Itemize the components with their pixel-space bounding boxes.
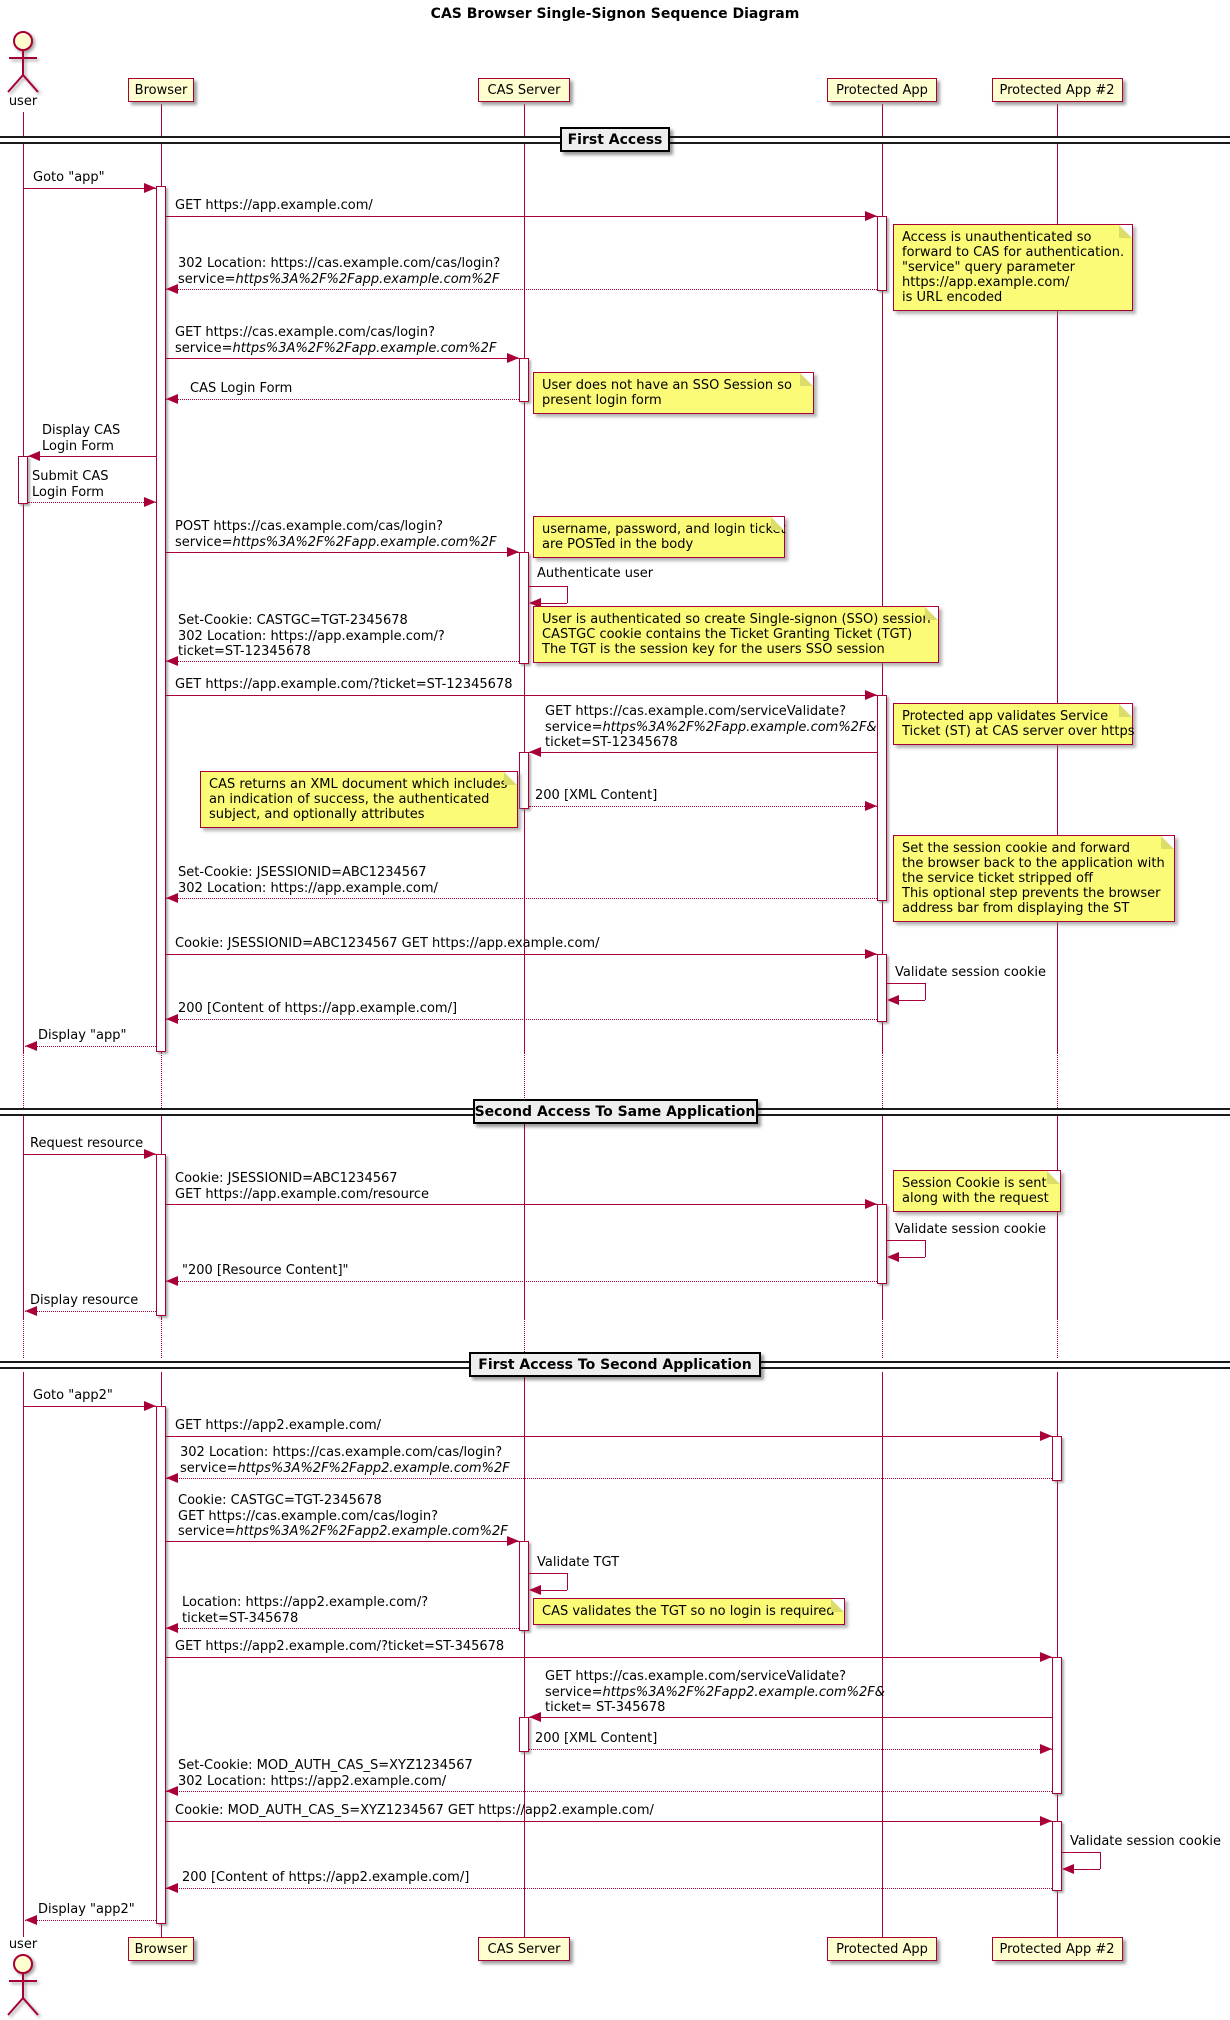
- validate-session-cookie-1-label: Validate session cookie: [895, 965, 1046, 980]
- authenticate-user-v: [567, 586, 568, 603]
- get-app-ticket: [166, 695, 877, 696]
- cookie-get-app2-label: Cookie: MOD_AUTH_CAS_S=XYZ1234567 GET https://app2.example.com/: [175, 1803, 654, 1818]
- note-fold-icon: [1119, 704, 1132, 717]
- note-fold-icon: [504, 772, 517, 785]
- authenticate-user: [529, 586, 567, 587]
- participant-cas-top: CAS Server: [478, 78, 570, 102]
- note-fold-icon: [771, 517, 784, 530]
- activation-pa2: [1052, 1436, 1062, 1481]
- display-resource: [25, 1311, 156, 1312]
- note-cookie-sent: Session Cookie is sent along with the request: [893, 1170, 1061, 1212]
- participant-browser-bottom: Browser: [128, 1937, 194, 1961]
- note-tgt-validated: CAS validates the TGT so no login is required: [533, 1598, 845, 1625]
- cookie-get-app2-arrowhead-icon: [1040, 1816, 1052, 1826]
- display-resource-label: Display resource: [30, 1293, 139, 1308]
- xml-content-label: 200 [XML Content]: [535, 788, 658, 803]
- cas-login-form: [166, 399, 519, 400]
- lifeline-pa: [882, 1052, 883, 1108]
- get-cas-login-arrowhead-icon: [507, 353, 519, 363]
- xml-content-arrowhead-icon: [865, 801, 877, 811]
- authenticate-user-label: Authenticate user: [537, 566, 654, 581]
- cookie-get-app-label: Cookie: JSESSIONID=ABC1234567 GET https://app.example.com/: [175, 936, 600, 951]
- get-cas-login-label: GET https://cas.example.com/cas/login? service=https%3A%2F%2Fapp.example.com%2F: [175, 325, 497, 356]
- activation-pa: [877, 216, 887, 291]
- display-app2-arrowhead-icon: [25, 1915, 37, 1925]
- lifeline-cas: [524, 1372, 525, 1937]
- submit-cas-login-form-label: Submit CAS Login Form: [32, 469, 109, 500]
- content-app2-arrowhead-icon: [166, 1883, 178, 1893]
- request-resource: [24, 1154, 156, 1155]
- cas-login-form-label: CAS Login Form: [190, 381, 293, 396]
- goto-app: [24, 188, 156, 189]
- participant-browser-top: Browser: [128, 78, 194, 102]
- resource-content-arrowhead-icon: [166, 1276, 178, 1286]
- get-app2-ticket-label: GET https://app2.example.com/?ticket=ST-345678: [175, 1639, 505, 1654]
- user-actor-icon-bottom: [1, 1951, 45, 2020]
- request-resource-label: Request resource: [30, 1136, 144, 1151]
- xml-content-2: [529, 1749, 1052, 1750]
- content-app-label: 200 [Content of https://app.example.com/]: [178, 1001, 458, 1016]
- lifeline-user: [23, 1372, 24, 1937]
- post-cas-login-arrowhead-icon: [507, 547, 519, 557]
- note-post-body: username, password, and login ticket are POSTed in the body: [533, 516, 785, 558]
- submit-cas-login-form-arrowhead-icon: [144, 497, 156, 507]
- display-app2-label: Display "app2": [38, 1902, 135, 1917]
- participant-pa2-bottom: Protected App #2: [992, 1937, 1123, 1961]
- lifeline-user: [23, 1116, 24, 1318]
- divider-second-access: Second Access To Same Application: [473, 1099, 758, 1124]
- get-service-validate-label: GET https://cas.example.com/serviceValidate? service=https%3A%2F%2Fapp.example.com%2F& ticket=ST-12345678: [545, 704, 877, 750]
- note-no-sso: User does not have an SSO Session so present login form: [533, 372, 814, 414]
- set-cookie-mod-auth-label: Set-Cookie: MOD_AUTH_CAS_S=XYZ1234567 302 Location: https://app2.example.com/: [178, 1758, 473, 1789]
- get-cas-login: [166, 358, 519, 359]
- display-cas-login-form-label: Display CAS Login Form: [42, 423, 121, 454]
- location-app2-ticket: [166, 1628, 519, 1629]
- goto-app2-label: Goto "app2": [33, 1388, 113, 1403]
- lifeline-browser: [161, 1318, 162, 1358]
- note-fold-icon: [1119, 225, 1132, 238]
- get-resource-arrowhead-icon: [865, 1199, 877, 1209]
- validate-tgt-b: [539, 1590, 567, 1591]
- cas-login-form-arrowhead-icon: [166, 394, 178, 404]
- location-app2-ticket-label: Location: https://app2.example.com/? ticket=ST-345678: [182, 1595, 429, 1626]
- redirect-cas-login-2-label: 302 Location: https://cas.example.com/cas/login? service=https%3A%2F%2Fapp2.example.com%2F: [180, 1445, 510, 1476]
- lifeline-pa2: [1057, 1052, 1058, 1108]
- get-resource: [166, 1204, 877, 1205]
- set-cookie-castgc: [166, 661, 519, 662]
- xml-content-2-label: 200 [XML Content]: [535, 1731, 658, 1746]
- content-app: [166, 1019, 877, 1020]
- goto-app-label: Goto "app": [33, 170, 105, 185]
- xml-content: [529, 806, 877, 807]
- get-app-arrowhead-icon: [865, 211, 877, 221]
- validate-session-cookie-2-label: Validate session cookie: [895, 1222, 1046, 1237]
- activation-user: [18, 456, 28, 504]
- submit-cas-login-form: [28, 502, 156, 503]
- cookie-get-app-arrowhead-icon: [865, 949, 877, 959]
- lifeline-pa: [882, 1372, 883, 1937]
- display-app2: [25, 1920, 156, 1921]
- set-cookie-jsessionid-arrowhead-icon: [166, 893, 178, 903]
- validate-session-cookie-3-v: [1100, 1852, 1101, 1869]
- get-cas-login-tgt: [166, 1541, 519, 1542]
- validate-session-cookie-2-b: [897, 1257, 925, 1258]
- note-xml-response: CAS returns an XML document which includes an indication of success, the authenticated subject, and optionally attributes: [200, 771, 518, 828]
- get-service-validate-2: [529, 1717, 1052, 1718]
- validate-session-cookie-1: [887, 983, 925, 984]
- get-app2: [166, 1436, 1052, 1437]
- get-app2-arrowhead-icon: [1040, 1431, 1052, 1441]
- activation-cas: [519, 358, 529, 402]
- activation-browser: [156, 186, 166, 1052]
- note-fold-icon: [1047, 1171, 1060, 1184]
- lifeline-user: [23, 112, 24, 1052]
- lifeline-user: [23, 1318, 24, 1358]
- display-app: [25, 1046, 156, 1047]
- validate-session-cookie-3-arrowhead-icon: [1062, 1864, 1074, 1874]
- activation-cas: [519, 752, 529, 809]
- validate-session-cookie-1-v: [925, 983, 926, 1000]
- get-app-ticket-label: GET https://app.example.com/?ticket=ST-12345678: [175, 677, 513, 692]
- user-actor-label-top: user: [8, 94, 38, 109]
- get-service-validate-arrowhead-icon: [529, 747, 541, 757]
- note-validate-st: Protected app validates Service Ticket (ST) at CAS server over https: [893, 703, 1133, 745]
- get-service-validate-2-label: GET https://cas.example.com/serviceValidate? service=https%3A%2F%2Fapp2.example.com%2F& ticket= ST-345678: [545, 1669, 885, 1715]
- activation-pa: [877, 695, 887, 901]
- participant-pa-bottom: Protected App: [827, 1937, 937, 1961]
- activation-pa: [877, 1204, 887, 1284]
- resource-content-label: "200 [Resource Content]": [182, 1263, 349, 1278]
- note-sso-created: User is authenticated so create Single-signon (SSO) session CASTGC cookie contains the Ticket Granting Ticket (TGT) The TGT is the session key for the users SSO session: [533, 606, 939, 663]
- validate-session-cookie-2: [887, 1240, 925, 1241]
- redirect-cas-login-arrowhead-icon: [166, 284, 178, 294]
- cookie-get-app2: [166, 1821, 1052, 1822]
- content-app2-label: 200 [Content of https://app2.example.com/]: [182, 1870, 470, 1885]
- activation-browser: [156, 1406, 166, 1924]
- activation-pa2: [1052, 1821, 1062, 1891]
- set-cookie-mod-auth-arrowhead-icon: [166, 1786, 178, 1796]
- post-cas-login: [166, 552, 519, 553]
- display-app-label: Display "app": [38, 1028, 127, 1043]
- validate-session-cookie-3-label: Validate session cookie: [1070, 1834, 1221, 1849]
- get-app2-ticket: [166, 1657, 1052, 1658]
- validate-tgt-arrowhead-icon: [529, 1585, 541, 1595]
- get-service-validate: [529, 752, 877, 753]
- validate-session-cookie-2-arrowhead-icon: [887, 1252, 899, 1262]
- note-fold-icon: [925, 607, 938, 620]
- divider-first-access-second-app: First Access To Second Application: [469, 1352, 761, 1377]
- activation-cas: [519, 1717, 529, 1752]
- activation-cas: [519, 1541, 529, 1631]
- user-actor-label-bottom: user: [8, 1937, 38, 1952]
- validate-session-cookie-3-b: [1072, 1869, 1100, 1870]
- validate-tgt-label: Validate TGT: [537, 1555, 620, 1570]
- get-cas-login-tgt-label: Cookie: CASTGC=TGT-2345678 GET https://cas.example.com/cas/login? service=https%3A%2F%2Fapp2.example.com%2F: [178, 1493, 508, 1539]
- get-app2-label: GET https://app2.example.com/: [175, 1418, 382, 1433]
- set-cookie-jsessionid: [166, 898, 877, 899]
- set-cookie-castgc-arrowhead-icon: [166, 656, 178, 666]
- participant-pa2-top: Protected App #2: [992, 78, 1123, 102]
- get-resource-label: Cookie: JSESSIONID=ABC1234567 GET https://app.example.com/resource: [175, 1171, 430, 1202]
- redirect-cas-login: [166, 289, 877, 290]
- validate-tgt: [529, 1573, 567, 1574]
- location-app2-ticket-arrowhead-icon: [166, 1623, 178, 1633]
- validate-session-cookie-2-v: [925, 1240, 926, 1257]
- diagram-title: CAS Browser Single-Signon Sequence Diagram: [430, 6, 800, 22]
- xml-content-2-arrowhead-icon: [1040, 1744, 1052, 1754]
- note-fold-icon: [831, 1599, 844, 1612]
- activation-cas: [519, 552, 529, 664]
- resource-content: [166, 1281, 877, 1282]
- user-actor-icon: [1, 28, 45, 96]
- note-session-cookie-forward: Set the session cookie and forward the browser back to the application with the service ticket stripped off This optional step prevents the browser address bar from displaying the ST: [893, 835, 1175, 922]
- lifeline-user: [23, 1052, 24, 1108]
- validate-tgt-v: [567, 1573, 568, 1590]
- set-cookie-castgc-label: Set-Cookie: CASTGC=TGT-2345678 302 Location: https://app.example.com/? ticket=ST-12345678: [178, 613, 445, 659]
- content-app2: [166, 1888, 1052, 1889]
- get-service-validate-2-arrowhead-icon: [529, 1712, 541, 1722]
- redirect-cas-login-label: 302 Location: https://cas.example.com/cas/login? service=https%3A%2F%2Fapp.example.com%2F: [178, 256, 501, 287]
- redirect-cas-login-2-arrowhead-icon: [166, 1473, 178, 1483]
- request-resource-arrowhead-icon: [144, 1149, 156, 1159]
- authenticate-user-b: [539, 603, 567, 604]
- redirect-cas-login-2: [166, 1478, 1052, 1479]
- participant-pa-top: Protected App: [827, 78, 937, 102]
- activation-pa: [877, 954, 887, 1022]
- participant-cas-bottom: CAS Server: [478, 1937, 570, 1961]
- lifeline-pa: [882, 1318, 883, 1358]
- note-fold-icon: [1161, 836, 1174, 849]
- validate-session-cookie-1-arrowhead-icon: [887, 995, 899, 1005]
- post-cas-login-label: POST https://cas.example.com/cas/login? service=https%3A%2F%2Fapp.example.com%2F: [175, 519, 497, 550]
- get-app-ticket-arrowhead-icon: [865, 690, 877, 700]
- lifeline-pa2: [1057, 1318, 1058, 1358]
- lifeline-cas: [524, 1116, 525, 1318]
- set-cookie-mod-auth: [166, 1791, 1052, 1792]
- activation-browser: [156, 1154, 166, 1316]
- display-app-arrowhead-icon: [25, 1041, 37, 1051]
- validate-session-cookie-3: [1062, 1852, 1100, 1853]
- lifeline-browser: [161, 1052, 162, 1108]
- display-cas-login-form: [28, 456, 156, 457]
- get-app-label: GET https://app.example.com/: [175, 198, 373, 213]
- divider-first-access: First Access: [560, 127, 670, 152]
- get-app2-ticket-arrowhead-icon: [1040, 1652, 1052, 1662]
- note-fold-icon: [800, 373, 813, 386]
- get-cas-login-tgt-arrowhead-icon: [507, 1536, 519, 1546]
- set-cookie-jsessionid-label: Set-Cookie: JSESSIONID=ABC1234567 302 Location: https://app.example.com/: [178, 865, 438, 896]
- display-cas-login-form-arrowhead-icon: [28, 451, 40, 461]
- cookie-get-app: [166, 954, 877, 955]
- content-app-arrowhead-icon: [166, 1014, 178, 1024]
- lifeline-pa2: [1057, 1116, 1058, 1318]
- goto-app2-arrowhead-icon: [144, 1401, 156, 1411]
- get-app: [166, 216, 877, 217]
- validate-session-cookie-1-b: [897, 1000, 925, 1001]
- activation-pa2: [1052, 1657, 1062, 1794]
- goto-app-arrowhead-icon: [144, 183, 156, 193]
- note-unauthenticated: Access is unauthenticated so forward to CAS for authentication. "service" query parameter https://app.example.com/ is URL encoded: [893, 224, 1133, 311]
- goto-app2: [24, 1406, 156, 1407]
